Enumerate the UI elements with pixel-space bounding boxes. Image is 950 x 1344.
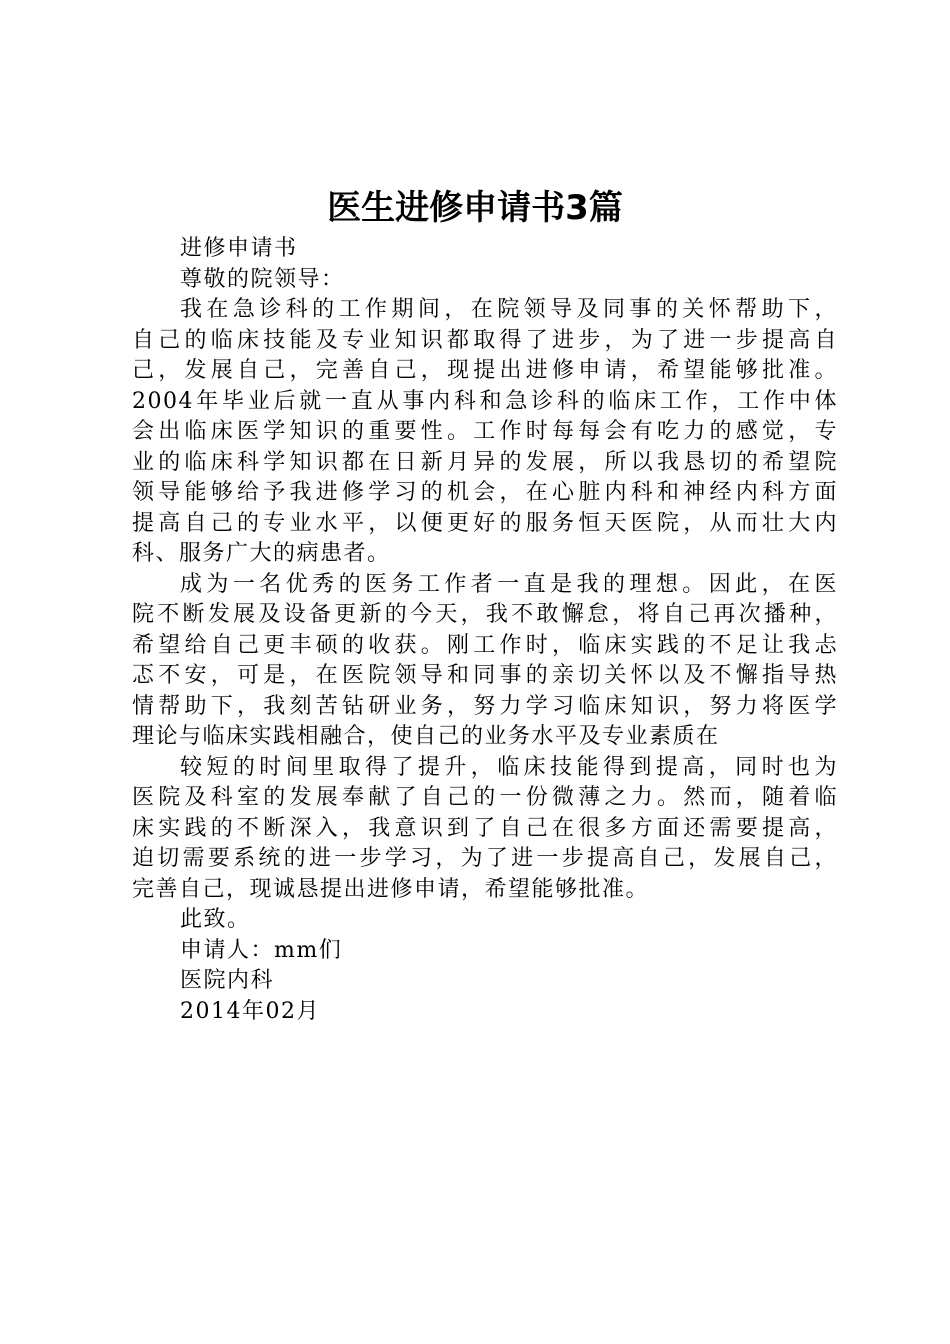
paragraph-line: 完善自己，现诚恳提出进修申请，希望能够批准。 [132,876,650,902]
paragraph-line: 忑不安，可是，在医院领导和同事的亲切关怀以及不懈指导热 [132,663,838,688]
paragraph-line: 床实践的不断深入，我意识到了自己在很多方面还需要提高， [132,815,838,841]
applicant-line: 申请人：mm们 [180,937,343,963]
paragraph-line: 业的临床科学知识都在日新月异的发展，所以我恳切的希望院 [132,449,838,475]
document-body [132,234,838,1027]
document-title: 医生进修申请书3篇 [327,188,623,228]
paragraph-line: 领导能够给予我进修学习的机会，在心脏内科和神经内科方面 [132,480,838,505]
paragraph-line: 己，发展自己，完善自己，现提出进修申请，希望能够批准。 [132,358,838,383]
paragraph-line: 我在急诊科的工作期间，在院领导及同事的关怀帮助下， [180,297,838,322]
salutation-line: 尊敬的院领导： [180,266,345,292]
closing-line: 此致。 [180,907,251,932]
paragraph-line: 较短的时间里取得了提升，临床技能得到提高，同时也为 [180,754,838,780]
paragraph-line: 医院及科室的发展奉献了自己的一份微薄之力。然而，随着临 [132,785,838,810]
paragraph-line: 成为一名优秀的医务工作者一直是我的理想。因此，在医 [180,571,838,597]
paragraph-line: 科、服务广大的病患者。 [132,541,391,566]
date-line: 2014年02月 [180,998,320,1024]
paragraph-line: 理论与临床实践相融合，使自己的业务水平及专业素质在 [132,724,720,749]
paragraph-line: 情帮助下，我刻苦钻研业务，努力学习临床知识，努力将医学 [132,693,838,719]
paragraph-line: 院不断发展及设备更新的今天，我不敢懈怠，将自己再次播种， [132,602,838,627]
paragraph-line: 希望给自己更丰硕的收获。刚工作时，临床实践的不足让我忐 [132,632,838,658]
paragraph-line: 迫切需要系统的进一步学习，为了进一步提高自己，发展自己， [132,846,838,871]
subtitle-line: 进修申请书 [180,236,298,261]
paragraph-line: 提高自己的专业水平，以便更好的服务恒天医院，从而壮大内 [132,510,838,536]
department-line: 医院内科 [180,968,275,993]
paragraph-line: 2004年毕业后就一直从事内科和急诊科的临床工作，工作中体 [132,388,838,414]
paragraph-line: 自己的临床技能及专业知识都取得了进步，为了进一步提高自 [132,327,838,353]
paragraph-line: 会出临床医学知识的重要性。工作时每每会有吃力的感觉，专 [132,419,838,444]
